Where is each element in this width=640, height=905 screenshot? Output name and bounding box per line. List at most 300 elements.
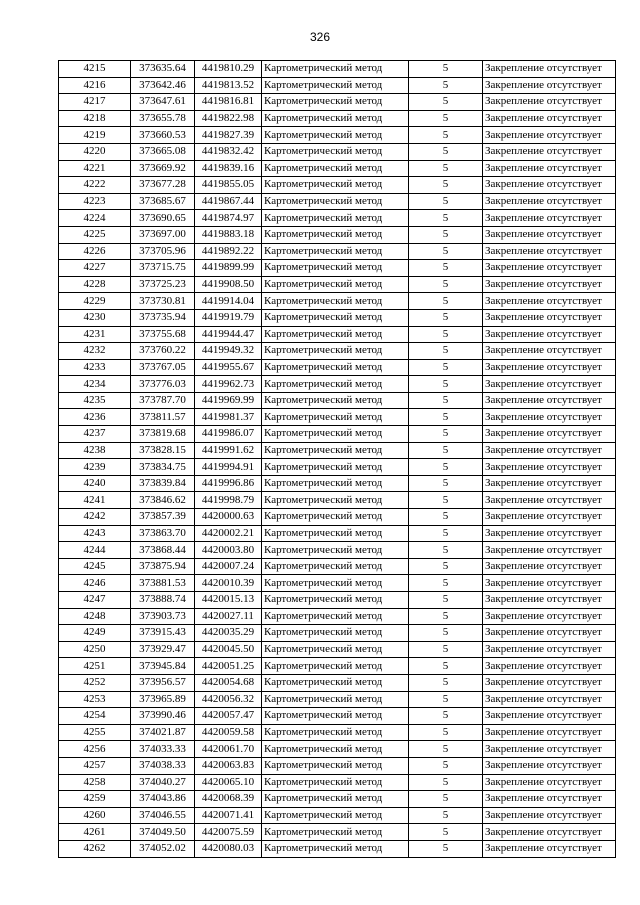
method-cell: Картометрический метод — [262, 459, 409, 476]
x-coordinate-cell: 373725.23 — [131, 276, 195, 293]
accuracy-cell: 5 — [409, 326, 483, 343]
point-number-cell: 4216 — [59, 77, 131, 94]
point-number-cell: 4262 — [59, 840, 131, 857]
fixing-cell: Закрепление отсутствует — [483, 376, 616, 393]
method-cell: Картометрический метод — [262, 757, 409, 774]
y-coordinate-cell: 4419998.79 — [195, 492, 262, 509]
table-row — [59, 558, 616, 575]
method-cell: Картометрический метод — [262, 525, 409, 542]
accuracy-cell: 5 — [409, 525, 483, 542]
table-row — [59, 359, 616, 376]
accuracy-cell: 5 — [409, 625, 483, 642]
fixing-cell: Закрепление отсутствует — [483, 791, 616, 808]
x-coordinate-cell: 374040.27 — [131, 774, 195, 791]
table-row — [59, 840, 616, 857]
point-number-cell: 4251 — [59, 658, 131, 675]
method-cell: Картометрический метод — [262, 691, 409, 708]
fixing-cell: Закрепление отсутствует — [483, 824, 616, 841]
x-coordinate-cell: 373839.84 — [131, 475, 195, 492]
y-coordinate-cell: 4420061.70 — [195, 741, 262, 758]
table-row — [59, 459, 616, 476]
x-coordinate-cell: 373767.05 — [131, 359, 195, 376]
point-number-cell: 4245 — [59, 558, 131, 575]
accuracy-cell: 5 — [409, 392, 483, 409]
table-row — [59, 143, 616, 160]
accuracy-cell: 5 — [409, 110, 483, 127]
table-row — [59, 309, 616, 326]
accuracy-cell: 5 — [409, 608, 483, 625]
fixing-cell: Закрепление отсутствует — [483, 641, 616, 658]
fixing-cell: Закрепление отсутствует — [483, 110, 616, 127]
fixing-cell: Закрепление отсутствует — [483, 691, 616, 708]
table-row — [59, 824, 616, 841]
point-number-cell: 4256 — [59, 741, 131, 758]
method-cell: Картометрический метод — [262, 293, 409, 310]
y-coordinate-cell: 4420059.58 — [195, 724, 262, 741]
y-coordinate-cell: 4420075.59 — [195, 824, 262, 841]
fixing-cell: Закрепление отсутствует — [483, 625, 616, 642]
x-coordinate-cell: 373705.96 — [131, 243, 195, 260]
x-coordinate-cell: 373881.53 — [131, 575, 195, 592]
x-coordinate-cell: 373735.94 — [131, 309, 195, 326]
point-number-cell: 4234 — [59, 376, 131, 393]
y-coordinate-cell: 4419822.98 — [195, 110, 262, 127]
method-cell: Картометрический метод — [262, 575, 409, 592]
y-coordinate-cell: 4419919.79 — [195, 309, 262, 326]
fixing-cell: Закрепление отсутствует — [483, 509, 616, 526]
method-cell: Картометрический метод — [262, 376, 409, 393]
y-coordinate-cell: 4420015.13 — [195, 592, 262, 609]
x-coordinate-cell: 373697.00 — [131, 226, 195, 243]
table-row — [59, 392, 616, 409]
y-coordinate-cell: 4420057.47 — [195, 708, 262, 725]
table-row — [59, 542, 616, 559]
accuracy-cell: 5 — [409, 674, 483, 691]
y-coordinate-cell: 4419827.39 — [195, 127, 262, 144]
y-coordinate-cell: 4419914.04 — [195, 293, 262, 310]
fixing-cell: Закрепление отсутствует — [483, 359, 616, 376]
point-number-cell: 4254 — [59, 708, 131, 725]
fixing-cell: Закрепление отсутствует — [483, 243, 616, 260]
fixing-cell: Закрепление отсутствует — [483, 741, 616, 758]
accuracy-cell: 5 — [409, 210, 483, 227]
accuracy-cell: 5 — [409, 293, 483, 310]
accuracy-cell: 5 — [409, 741, 483, 758]
x-coordinate-cell: 374046.55 — [131, 807, 195, 824]
method-cell: Картометрический метод — [262, 110, 409, 127]
y-coordinate-cell: 4419867.44 — [195, 193, 262, 210]
point-number-cell: 4228 — [59, 276, 131, 293]
point-number-cell: 4224 — [59, 210, 131, 227]
point-number-cell: 4220 — [59, 143, 131, 160]
accuracy-cell: 5 — [409, 359, 483, 376]
table-row — [59, 442, 616, 459]
point-number-cell: 4230 — [59, 309, 131, 326]
fixing-cell: Закрепление отсутствует — [483, 525, 616, 542]
x-coordinate-cell: 374043.86 — [131, 791, 195, 808]
y-coordinate-cell: 4420010.39 — [195, 575, 262, 592]
fixing-cell: Закрепление отсутствует — [483, 61, 616, 78]
x-coordinate-cell: 373665.08 — [131, 143, 195, 160]
table-row — [59, 177, 616, 194]
x-coordinate-cell: 373834.75 — [131, 459, 195, 476]
fixing-cell: Закрепление отсутствует — [483, 177, 616, 194]
x-coordinate-cell: 373660.53 — [131, 127, 195, 144]
fixing-cell: Закрепление отсутствует — [483, 459, 616, 476]
x-coordinate-cell: 374052.02 — [131, 840, 195, 857]
table-row — [59, 61, 616, 78]
table-row — [59, 475, 616, 492]
point-number-cell: 4238 — [59, 442, 131, 459]
table-row — [59, 94, 616, 111]
point-number-cell: 4229 — [59, 293, 131, 310]
table-row — [59, 210, 616, 227]
table-row — [59, 160, 616, 177]
y-coordinate-cell: 4419874.97 — [195, 210, 262, 227]
table-row — [59, 791, 616, 808]
method-cell: Картометрический метод — [262, 94, 409, 111]
point-number-cell: 4223 — [59, 193, 131, 210]
accuracy-cell: 5 — [409, 276, 483, 293]
y-coordinate-cell: 4420027.11 — [195, 608, 262, 625]
x-coordinate-cell: 373715.75 — [131, 260, 195, 277]
point-number-cell: 4233 — [59, 359, 131, 376]
table-row — [59, 691, 616, 708]
fixing-cell: Закрепление отсутствует — [483, 309, 616, 326]
table-row — [59, 409, 616, 426]
method-cell: Картометрический метод — [262, 343, 409, 360]
table-row — [59, 343, 616, 360]
x-coordinate-cell: 373846.62 — [131, 492, 195, 509]
table-row — [59, 608, 616, 625]
x-coordinate-cell: 373857.39 — [131, 509, 195, 526]
point-number-cell: 4236 — [59, 409, 131, 426]
x-coordinate-cell: 373669.92 — [131, 160, 195, 177]
point-number-cell: 4242 — [59, 509, 131, 526]
table-row — [59, 193, 616, 210]
accuracy-cell: 5 — [409, 127, 483, 144]
method-cell: Картометрический метод — [262, 542, 409, 559]
point-number-cell: 4237 — [59, 426, 131, 443]
accuracy-cell: 5 — [409, 226, 483, 243]
accuracy-cell: 5 — [409, 426, 483, 443]
table-row — [59, 226, 616, 243]
table-row — [59, 757, 616, 774]
y-coordinate-cell: 4419899.99 — [195, 260, 262, 277]
point-number-cell: 4240 — [59, 475, 131, 492]
x-coordinate-cell: 373903.73 — [131, 608, 195, 625]
accuracy-cell: 5 — [409, 260, 483, 277]
method-cell: Картометрический метод — [262, 77, 409, 94]
x-coordinate-cell: 373875.94 — [131, 558, 195, 575]
y-coordinate-cell: 4419962.73 — [195, 376, 262, 393]
y-coordinate-cell: 4419892.22 — [195, 243, 262, 260]
table-row — [59, 110, 616, 127]
fixing-cell: Закрепление отсутствует — [483, 475, 616, 492]
x-coordinate-cell: 373990.46 — [131, 708, 195, 725]
method-cell: Картометрический метод — [262, 509, 409, 526]
accuracy-cell: 5 — [409, 708, 483, 725]
point-number-cell: 4261 — [59, 824, 131, 841]
fixing-cell: Закрепление отсутствует — [483, 343, 616, 360]
fixing-cell: Закрепление отсутствует — [483, 392, 616, 409]
fixing-cell: Закрепление отсутствует — [483, 575, 616, 592]
fixing-cell: Закрепление отсутствует — [483, 442, 616, 459]
accuracy-cell: 5 — [409, 824, 483, 841]
accuracy-cell: 5 — [409, 542, 483, 559]
accuracy-cell: 5 — [409, 160, 483, 177]
y-coordinate-cell: 4420002.21 — [195, 525, 262, 542]
fixing-cell: Закрепление отсутствует — [483, 293, 616, 310]
accuracy-cell: 5 — [409, 409, 483, 426]
x-coordinate-cell: 373956.57 — [131, 674, 195, 691]
table-row — [59, 127, 616, 144]
x-coordinate-cell: 373863.70 — [131, 525, 195, 542]
point-number-cell: 4260 — [59, 807, 131, 824]
accuracy-cell: 5 — [409, 791, 483, 808]
method-cell: Картометрический метод — [262, 177, 409, 194]
x-coordinate-cell: 373787.70 — [131, 392, 195, 409]
y-coordinate-cell: 4419816.81 — [195, 94, 262, 111]
fixing-cell: Закрепление отсутствует — [483, 592, 616, 609]
point-number-cell: 4250 — [59, 641, 131, 658]
table-row — [59, 492, 616, 509]
fixing-cell: Закрепление отсутствует — [483, 807, 616, 824]
point-number-cell: 4241 — [59, 492, 131, 509]
y-coordinate-cell: 4419944.47 — [195, 326, 262, 343]
point-number-cell: 4221 — [59, 160, 131, 177]
x-coordinate-cell: 373760.22 — [131, 343, 195, 360]
method-cell: Картометрический метод — [262, 641, 409, 658]
fixing-cell: Закрепление отсутствует — [483, 77, 616, 94]
method-cell: Картометрический метод — [262, 674, 409, 691]
x-coordinate-cell: 374033.33 — [131, 741, 195, 758]
table-row — [59, 592, 616, 609]
point-number-cell: 4217 — [59, 94, 131, 111]
accuracy-cell: 5 — [409, 575, 483, 592]
accuracy-cell: 5 — [409, 309, 483, 326]
y-coordinate-cell: 4420035.29 — [195, 625, 262, 642]
y-coordinate-cell: 4419986.07 — [195, 426, 262, 443]
point-number-cell: 4231 — [59, 326, 131, 343]
fixing-cell: Закрепление отсутствует — [483, 774, 616, 791]
y-coordinate-cell: 4419839.16 — [195, 160, 262, 177]
point-number-cell: 4232 — [59, 343, 131, 360]
method-cell: Картометрический метод — [262, 724, 409, 741]
y-coordinate-cell: 4420003.80 — [195, 542, 262, 559]
table-row — [59, 658, 616, 675]
x-coordinate-cell: 374021.87 — [131, 724, 195, 741]
x-coordinate-cell: 373755.68 — [131, 326, 195, 343]
y-coordinate-cell: 4420045.50 — [195, 641, 262, 658]
coordinates-table — [58, 60, 616, 858]
x-coordinate-cell: 373776.03 — [131, 376, 195, 393]
method-cell: Картометрический метод — [262, 326, 409, 343]
x-coordinate-cell: 373945.84 — [131, 658, 195, 675]
point-number-cell: 4248 — [59, 608, 131, 625]
method-cell: Картометрический метод — [262, 226, 409, 243]
table-row — [59, 674, 616, 691]
method-cell: Картометрический метод — [262, 608, 409, 625]
x-coordinate-cell: 373828.15 — [131, 442, 195, 459]
table-row — [59, 509, 616, 526]
point-number-cell: 4257 — [59, 757, 131, 774]
fixing-cell: Закрепление отсутствует — [483, 226, 616, 243]
table-row — [59, 326, 616, 343]
point-number-cell: 4249 — [59, 625, 131, 642]
accuracy-cell: 5 — [409, 143, 483, 160]
method-cell: Картометрический метод — [262, 193, 409, 210]
accuracy-cell: 5 — [409, 177, 483, 194]
fixing-cell: Закрепление отсутствует — [483, 542, 616, 559]
x-coordinate-cell: 373888.74 — [131, 592, 195, 609]
y-coordinate-cell: 4420007.24 — [195, 558, 262, 575]
point-number-cell: 4258 — [59, 774, 131, 791]
accuracy-cell: 5 — [409, 193, 483, 210]
fixing-cell: Закрепление отсутствует — [483, 426, 616, 443]
point-number-cell: 4239 — [59, 459, 131, 476]
accuracy-cell: 5 — [409, 475, 483, 492]
method-cell: Картометрический метод — [262, 260, 409, 277]
method-cell: Картометрический метод — [262, 475, 409, 492]
point-number-cell: 4227 — [59, 260, 131, 277]
y-coordinate-cell: 4420068.39 — [195, 791, 262, 808]
table-row — [59, 774, 616, 791]
accuracy-cell: 5 — [409, 492, 483, 509]
x-coordinate-cell: 373730.81 — [131, 293, 195, 310]
fixing-cell: Закрепление отсутствует — [483, 674, 616, 691]
method-cell: Картометрический метод — [262, 61, 409, 78]
y-coordinate-cell: 4419813.52 — [195, 77, 262, 94]
point-number-cell: 4215 — [59, 61, 131, 78]
accuracy-cell: 5 — [409, 592, 483, 609]
fixing-cell: Закрепление отсутствует — [483, 708, 616, 725]
accuracy-cell: 5 — [409, 840, 483, 857]
y-coordinate-cell: 4420000.63 — [195, 509, 262, 526]
table-row — [59, 260, 616, 277]
y-coordinate-cell: 4420056.32 — [195, 691, 262, 708]
method-cell: Картометрический метод — [262, 210, 409, 227]
method-cell: Картометрический метод — [262, 392, 409, 409]
fixing-cell: Закрепление отсутствует — [483, 658, 616, 675]
fixing-cell: Закрепление отсутствует — [483, 840, 616, 857]
x-coordinate-cell: 374049.50 — [131, 824, 195, 841]
point-number-cell: 4222 — [59, 177, 131, 194]
accuracy-cell: 5 — [409, 807, 483, 824]
coordinates-table-body — [59, 61, 616, 858]
method-cell: Картометрический метод — [262, 791, 409, 808]
y-coordinate-cell: 4419991.62 — [195, 442, 262, 459]
y-coordinate-cell: 4419810.29 — [195, 61, 262, 78]
table-row — [59, 641, 616, 658]
fixing-cell: Закрепление отсутствует — [483, 94, 616, 111]
table-row — [59, 741, 616, 758]
fixing-cell: Закрепление отсутствует — [483, 558, 616, 575]
fixing-cell: Закрепление отсутствует — [483, 143, 616, 160]
method-cell: Картометрический метод — [262, 409, 409, 426]
fixing-cell: Закрепление отсутствует — [483, 757, 616, 774]
point-number-cell: 4252 — [59, 674, 131, 691]
fixing-cell: Закрепление отсутствует — [483, 492, 616, 509]
point-number-cell: 4244 — [59, 542, 131, 559]
x-coordinate-cell: 373647.61 — [131, 94, 195, 111]
y-coordinate-cell: 4420065.10 — [195, 774, 262, 791]
fixing-cell: Закрепление отсутствует — [483, 160, 616, 177]
fixing-cell: Закрепление отсутствует — [483, 724, 616, 741]
x-coordinate-cell: 373677.28 — [131, 177, 195, 194]
method-cell: Картометрический метод — [262, 708, 409, 725]
accuracy-cell: 5 — [409, 61, 483, 78]
accuracy-cell: 5 — [409, 343, 483, 360]
x-coordinate-cell: 373915.43 — [131, 625, 195, 642]
method-cell: Картометрический метод — [262, 558, 409, 575]
method-cell: Картометрический метод — [262, 276, 409, 293]
fixing-cell: Закрепление отсутствует — [483, 326, 616, 343]
method-cell: Картометрический метод — [262, 359, 409, 376]
x-coordinate-cell: 373811.57 — [131, 409, 195, 426]
point-number-cell: 4246 — [59, 575, 131, 592]
method-cell: Картометрический метод — [262, 243, 409, 260]
point-number-cell: 4225 — [59, 226, 131, 243]
table-row — [59, 807, 616, 824]
method-cell: Картометрический метод — [262, 426, 409, 443]
method-cell: Картометрический метод — [262, 492, 409, 509]
y-coordinate-cell: 4420054.68 — [195, 674, 262, 691]
method-cell: Картометрический метод — [262, 840, 409, 857]
accuracy-cell: 5 — [409, 509, 483, 526]
table-row — [59, 276, 616, 293]
fixing-cell: Закрепление отсутствует — [483, 127, 616, 144]
point-number-cell: 4243 — [59, 525, 131, 542]
accuracy-cell: 5 — [409, 442, 483, 459]
y-coordinate-cell: 4419981.37 — [195, 409, 262, 426]
accuracy-cell: 5 — [409, 658, 483, 675]
accuracy-cell: 5 — [409, 77, 483, 94]
y-coordinate-cell: 4419832.42 — [195, 143, 262, 160]
y-coordinate-cell: 4419855.05 — [195, 177, 262, 194]
y-coordinate-cell: 4419908.50 — [195, 276, 262, 293]
y-coordinate-cell: 4419996.86 — [195, 475, 262, 492]
y-coordinate-cell: 4420071.41 — [195, 807, 262, 824]
x-coordinate-cell: 373965.89 — [131, 691, 195, 708]
fixing-cell: Закрепление отсутствует — [483, 276, 616, 293]
table-row — [59, 525, 616, 542]
x-coordinate-cell: 373929.47 — [131, 641, 195, 658]
method-cell: Картометрический метод — [262, 592, 409, 609]
accuracy-cell: 5 — [409, 459, 483, 476]
point-number-cell: 4226 — [59, 243, 131, 260]
table-row — [59, 77, 616, 94]
x-coordinate-cell: 373655.78 — [131, 110, 195, 127]
y-coordinate-cell: 4420063.83 — [195, 757, 262, 774]
table-row — [59, 708, 616, 725]
table-row — [59, 243, 616, 260]
method-cell: Картометрический метод — [262, 741, 409, 758]
x-coordinate-cell: 373819.68 — [131, 426, 195, 443]
method-cell: Картометрический метод — [262, 160, 409, 177]
y-coordinate-cell: 4419969.99 — [195, 392, 262, 409]
accuracy-cell: 5 — [409, 691, 483, 708]
method-cell: Картометрический метод — [262, 824, 409, 841]
point-number-cell: 4253 — [59, 691, 131, 708]
fixing-cell: Закрепление отсутствует — [483, 210, 616, 227]
method-cell: Картометрический метод — [262, 807, 409, 824]
x-coordinate-cell: 373868.44 — [131, 542, 195, 559]
fixing-cell: Закрепление отсутствует — [483, 409, 616, 426]
point-number-cell: 4219 — [59, 127, 131, 144]
y-coordinate-cell: 4420051.25 — [195, 658, 262, 675]
accuracy-cell: 5 — [409, 774, 483, 791]
